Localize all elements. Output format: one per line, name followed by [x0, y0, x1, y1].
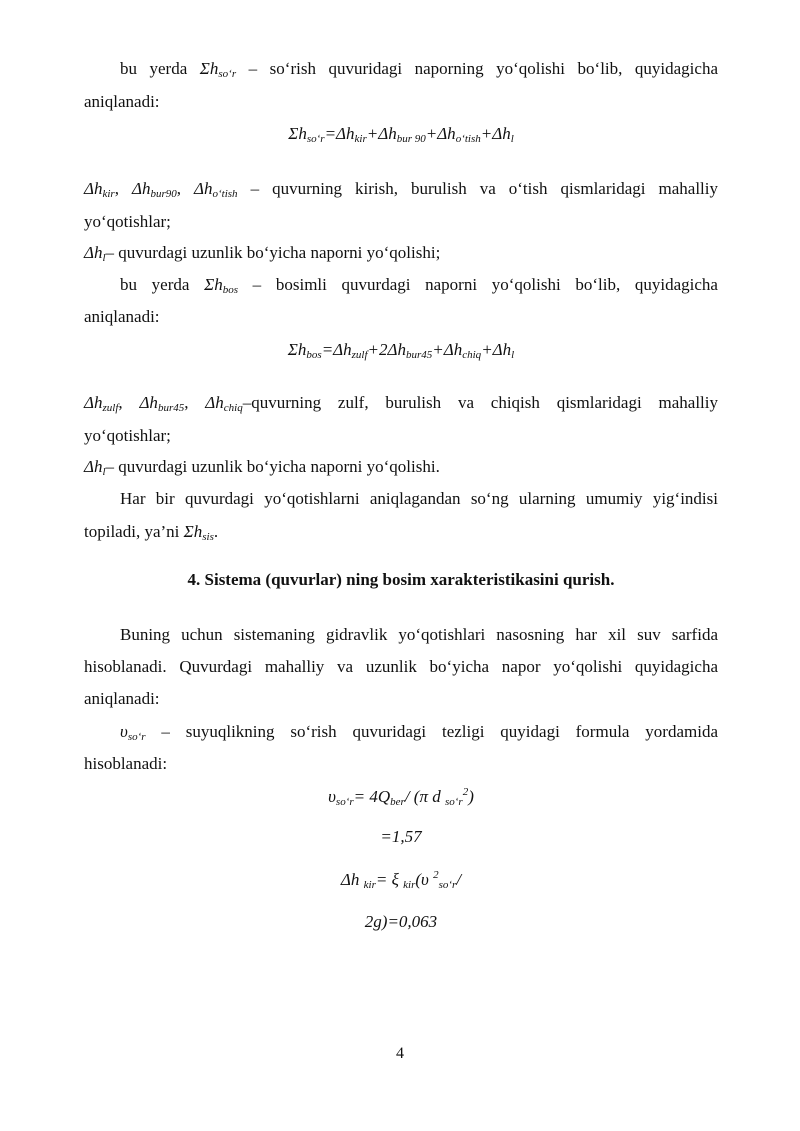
math-symbol: Σh — [199, 59, 219, 78]
paragraph-line: topiladi, ya’ni $\Sigma h_{sis}$. — [84, 522, 219, 543]
math-subscript: so‘r — [218, 68, 237, 80]
paragraph-line: aniqlanadi: — [84, 689, 160, 708]
equation-velocity: $\upsilon_{so‘r}= 4Q_{ber}/$ (π d $_{so‘r}^2$) — [328, 786, 474, 808]
paragraph-line: $\upsilon_{so‘r}$ – suyuqlikning so‘rish quvuridagi tezligi quyidagi formula yordamida — [120, 722, 718, 743]
paragraph-line: $\Delta h_{kir}$, $\Delta h_{bur90}$, $\Delta h_{o‘tish}$ – quvurning kirish, burulish va o‘tish qismlaridagi mahalliy — [84, 179, 718, 200]
equation-velocity-result: =1,57 — [380, 827, 422, 846]
paragraph-line: yo‘qotishlar; — [84, 212, 171, 231]
paragraph-line: hisoblanadi. Quvurdagi mahalliy va uzunlik bo‘yicha napor yo‘qolishi quyidagicha — [84, 657, 718, 676]
equation-entry-loss: Δh $_{kir}$= ξ $_{kir}$(υ $^2_{so‘r}$/ — [340, 869, 462, 891]
paragraph-line: $\Delta h_l-$ quvurdagi uzunlik bo‘yicha naporni yo‘qolishi; — [84, 243, 441, 264]
paragraph-line: hisoblanadi: — [84, 754, 168, 773]
paragraph-line — [120, 59, 718, 79]
paragraph-line: yo‘qotishlar; — [84, 426, 171, 445]
paragraph-line: aniqlanadi: — [84, 92, 160, 111]
paragraph-line: $\Delta h_l-$ quvurdagi uzunlik bo‘yicha naporni yo‘qolishi. — [84, 457, 440, 478]
paragraph-line: $\Delta h_{zulf}$, $\Delta h_{bur45}$, $\Delta h_{chiq}$–quvurning zulf, burulish va chiqish qismlaridagi mahalliy — [84, 393, 718, 414]
paragraph-line: aniqlanadi: — [84, 307, 160, 326]
equation-total-pressure-loss: $\Sigma h_{bos}=\Delta h_{zulf}+2\Delta h_{bur45}+\Delta h_{chiq}+\Delta h_l$ — [287, 340, 515, 361]
equation-entry-loss-result: 2g)=0,063 — [364, 912, 438, 931]
paragraph-line: Buning uchun sistemaning gidravlik yo‘qotishlari nasosning har xil suv sarfida — [120, 625, 718, 644]
page-number: 4 — [396, 1045, 404, 1062]
paragraph-line: bu yerda $\Sigma h_{bos}$ – bosimli quvurdagi naporni yo‘qolishi bo‘lib, quyidagicha — [120, 275, 718, 296]
equation-total-suction-loss: $\Sigma h_{so‘r}=\Delta h_{kir}+\Delta h_{bur 90}+\Delta h_{o‘tish}+\Delta h_l$ — [288, 124, 514, 145]
text: – so‘rish quvuridagi naporning yo‘qolishi bo‘lib, quyidagicha — [236, 59, 718, 78]
section-heading: 4. Sistema (quvurlar) ning bosim xarakteristikasini qurish. — [187, 570, 615, 589]
text: bu yerda — [120, 59, 200, 78]
paragraph-line: Har bir quvurdagi yo‘qotishlarni aniqlagandan so‘ng ularning umumiy yig‘indisi — [120, 489, 718, 508]
